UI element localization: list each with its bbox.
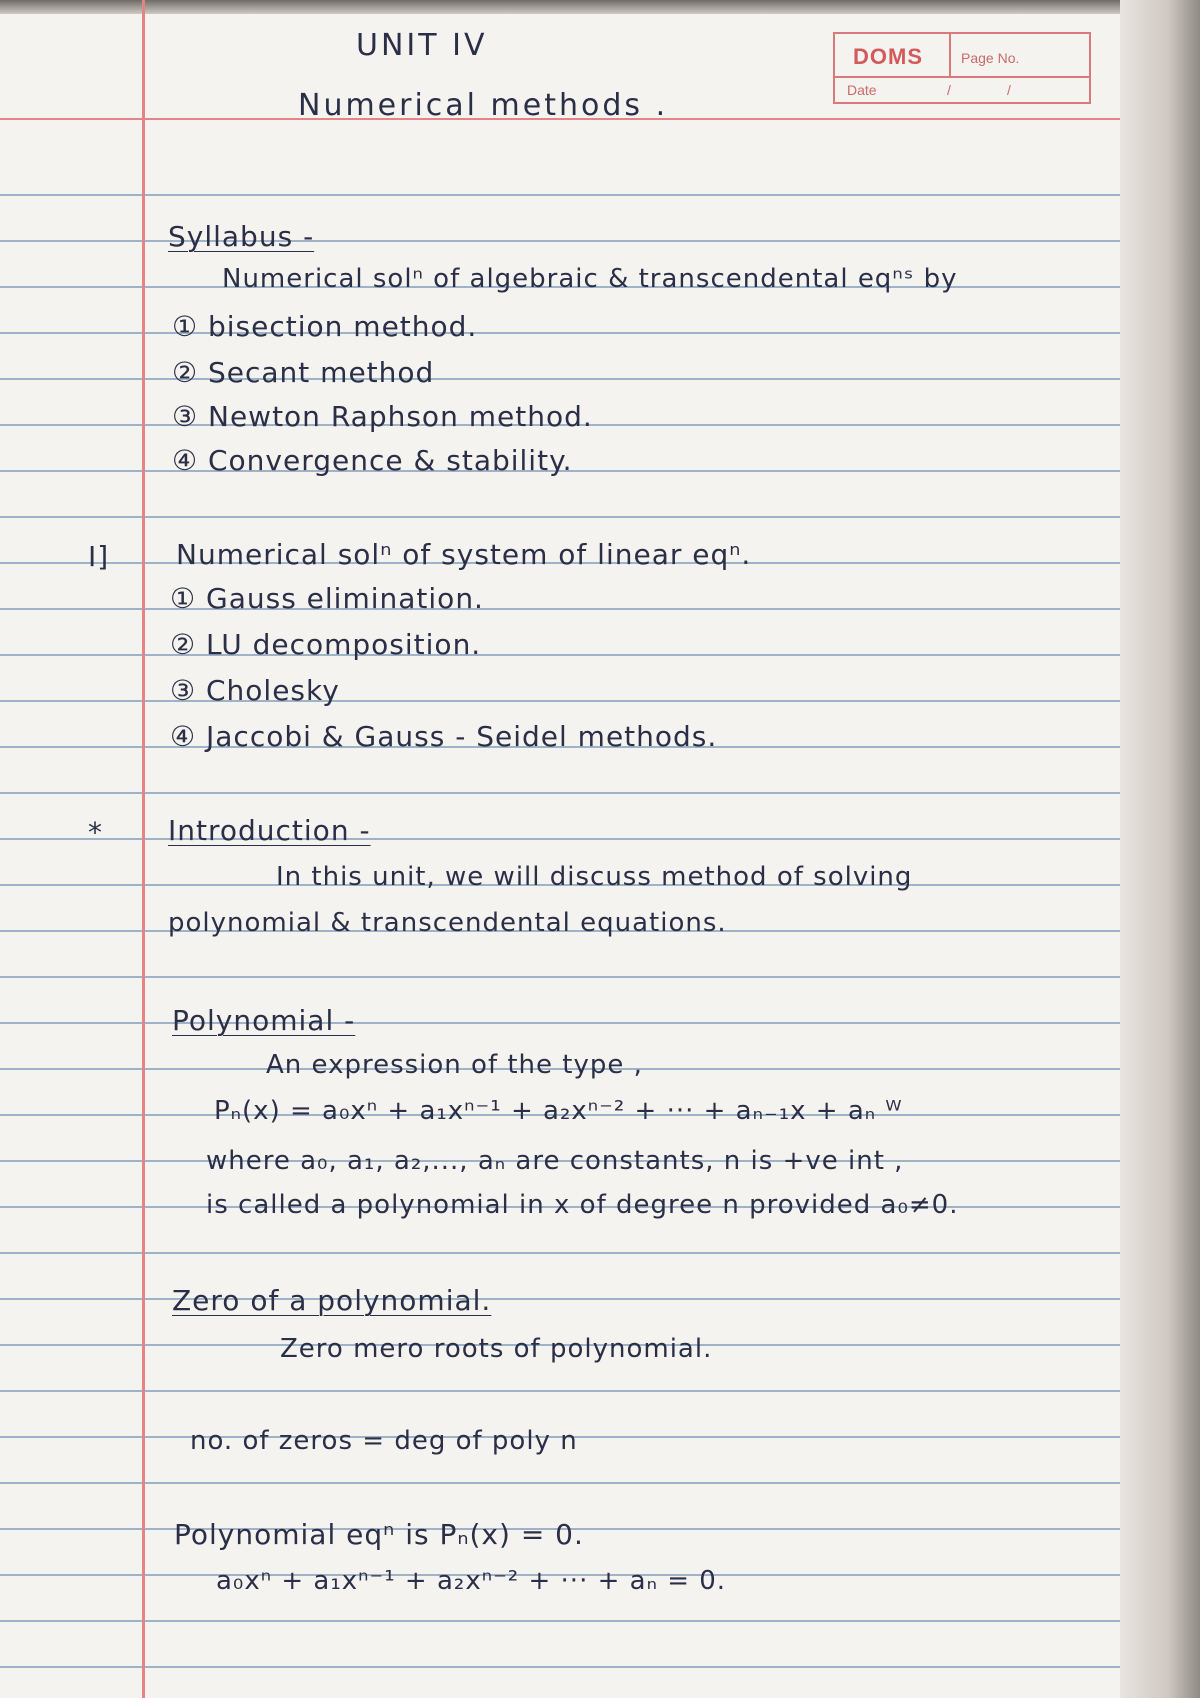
introduction-line: polynomial & transcendental equations. <box>168 908 727 938</box>
box-divider-vertical <box>949 34 951 78</box>
syllabus-intro: Numerical solⁿ of algebraic & transcendental eqⁿˢ by <box>222 264 958 294</box>
linear-item: ③ Cholesky <box>170 674 340 707</box>
introduction-heading: Introduction - <box>168 814 371 847</box>
polynomial-line: An expression of the type , <box>266 1050 643 1080</box>
linear-heading: Numerical solⁿ of system of linear eqⁿ. <box>176 538 752 571</box>
section-marker: Ⅰ] <box>88 540 110 573</box>
linear-item: ④ Jaccobi & Gauss - Seidel methods. <box>170 720 718 753</box>
box-divider-horizontal <box>835 76 1089 78</box>
page-no-label: Page No. <box>961 50 1020 66</box>
linear-item: ② LU decomposition. <box>170 628 482 661</box>
syllabus-item: ④ Convergence & stability. <box>172 444 573 477</box>
unit-heading: UNIT IV <box>356 28 488 63</box>
star-marker: * <box>88 816 103 849</box>
date-label: Date <box>847 82 877 98</box>
polynomial-heading: Polynomial - <box>172 1004 356 1037</box>
zero-line: Zero mero roots of polynomial. <box>280 1334 713 1364</box>
brand-logo: DOMS <box>853 44 923 69</box>
equation-heading: Polynomial eqⁿ is Pₙ(x) = 0. <box>174 1518 584 1551</box>
syllabus-item: ③ Newton Raphson method. <box>172 400 593 433</box>
page-right-shadow <box>1120 0 1200 1698</box>
margin-line <box>142 0 145 1698</box>
polynomial-line: is called a polynomial in x of degree n provided a₀≠0. <box>206 1190 959 1220</box>
equation-formula: a₀xⁿ + a₁xⁿ⁻¹ + a₂xⁿ⁻² + ··· + aₙ = 0. <box>216 1566 727 1596</box>
page-number-box <box>833 32 1091 104</box>
syllabus-heading: Syllabus - <box>168 220 315 253</box>
syllabus-item: ② Secant method <box>172 356 435 389</box>
zero-heading: Zero of a polynomial. <box>172 1284 492 1317</box>
date-separator-2: / <box>1007 82 1011 98</box>
zero-count: no. of zeros = deg of poly n <box>190 1426 578 1456</box>
date-separator-1: / <box>947 82 951 98</box>
page-title: Numerical methods . <box>298 88 669 123</box>
polynomial-line: where a₀, a₁, a₂,..., aₙ are constants, n is +ve int , <box>206 1146 904 1176</box>
page-top-shadow <box>0 0 1200 14</box>
syllabus-item: ① bisection method. <box>172 310 478 343</box>
polynomial-formula: Pₙ(x) = a₀xⁿ + a₁xⁿ⁻¹ + a₂xⁿ⁻² + ··· + aₙ₋₁x + aₙ ᵂ <box>214 1096 903 1126</box>
linear-item: ① Gauss elimination. <box>170 582 484 615</box>
introduction-line: In this unit, we will discuss method of solving <box>276 862 913 892</box>
